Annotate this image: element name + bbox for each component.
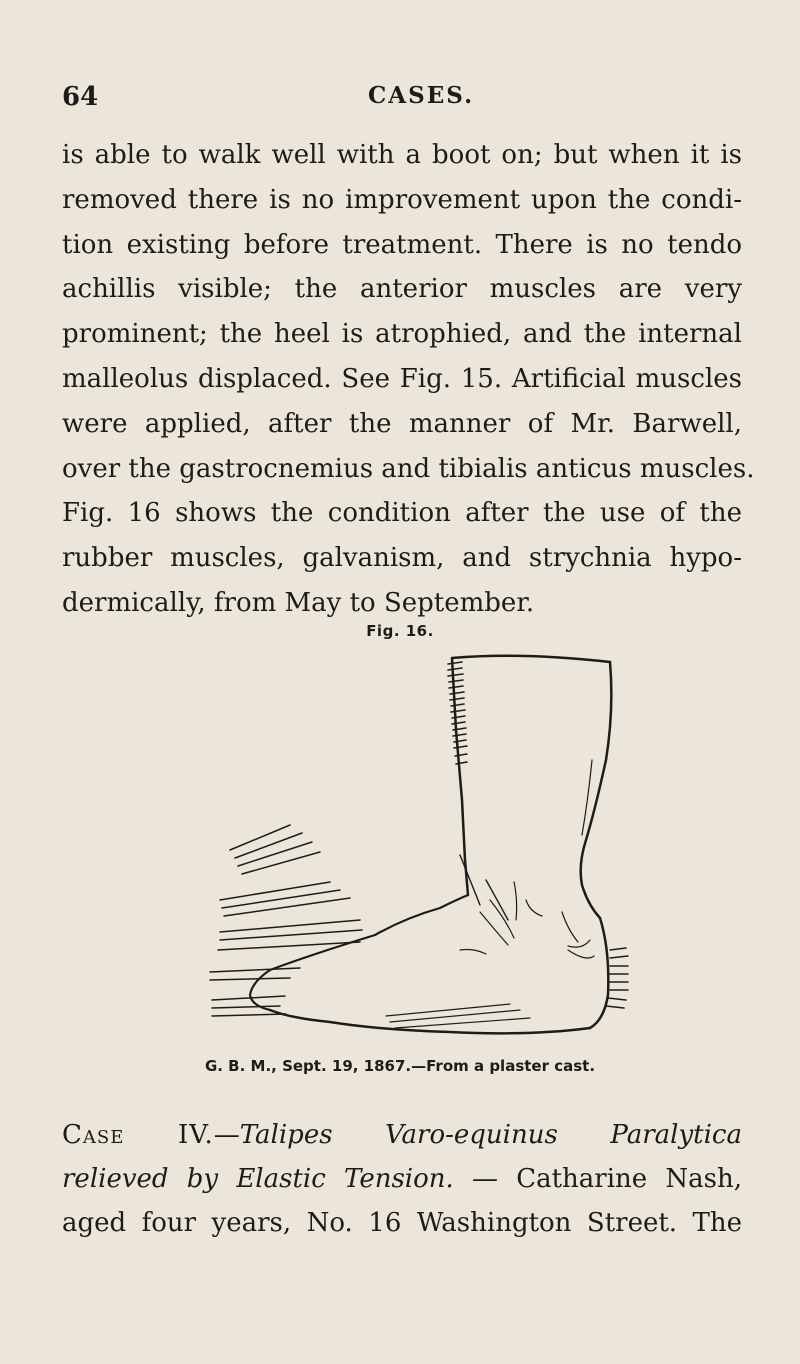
running-head: CASES. <box>368 82 475 109</box>
text-line: malleolus displaced. See Fig. 15. Artificial muscles <box>62 363 742 394</box>
case-line-1 <box>62 1113 742 1157</box>
page-number: 64 <box>62 82 99 112</box>
foot-illustration <box>190 650 630 1040</box>
text-line: is able to walk well with a boot on; but when it is <box>62 140 742 170</box>
body-paragraph <box>62 133 755 626</box>
text-line: removed there is no improvement upon the condi- <box>62 184 742 215</box>
text-line: over the gastrocnemius and tibialis anticus muscles. <box>62 453 755 484</box>
text-line: tion existing before treatment. There is no tendo <box>62 229 742 260</box>
text-line: rubber muscles, galvanism, and strychnia hypo- <box>62 543 742 574</box>
text-line: were applied, after the manner of Mr. Barwell, <box>62 408 742 439</box>
case-title: Talipes Varo-equinus Paralytica <box>239 1120 742 1150</box>
figure-caption: G. B. M., Sept. 19, 1867.—From a plaster cast. <box>204 1057 596 1075</box>
case-subtitle: relieved by Elastic Tension. <box>62 1164 454 1194</box>
text-line: Fig. 16 shows the condition after the use of the <box>62 498 742 529</box>
text-line: prominent; the heel is atrophied, and the internal <box>62 319 742 350</box>
text-line: dermically, from May to September. <box>62 587 535 618</box>
case-number: Case IV. <box>62 1120 214 1150</box>
figure-label: Fig. 16. <box>366 622 434 640</box>
patient-name: — Catharine Nash, <box>453 1164 742 1194</box>
case-line-3: aged four years, No. 16 Washington Street. The <box>62 1208 742 1238</box>
text-line: achillis visible; the anterior muscles are very <box>62 274 742 305</box>
case-heading <box>62 1113 742 1245</box>
case-dash: — <box>213 1120 240 1150</box>
foot-engraving <box>190 650 630 1040</box>
case-line-2 <box>62 1157 742 1201</box>
